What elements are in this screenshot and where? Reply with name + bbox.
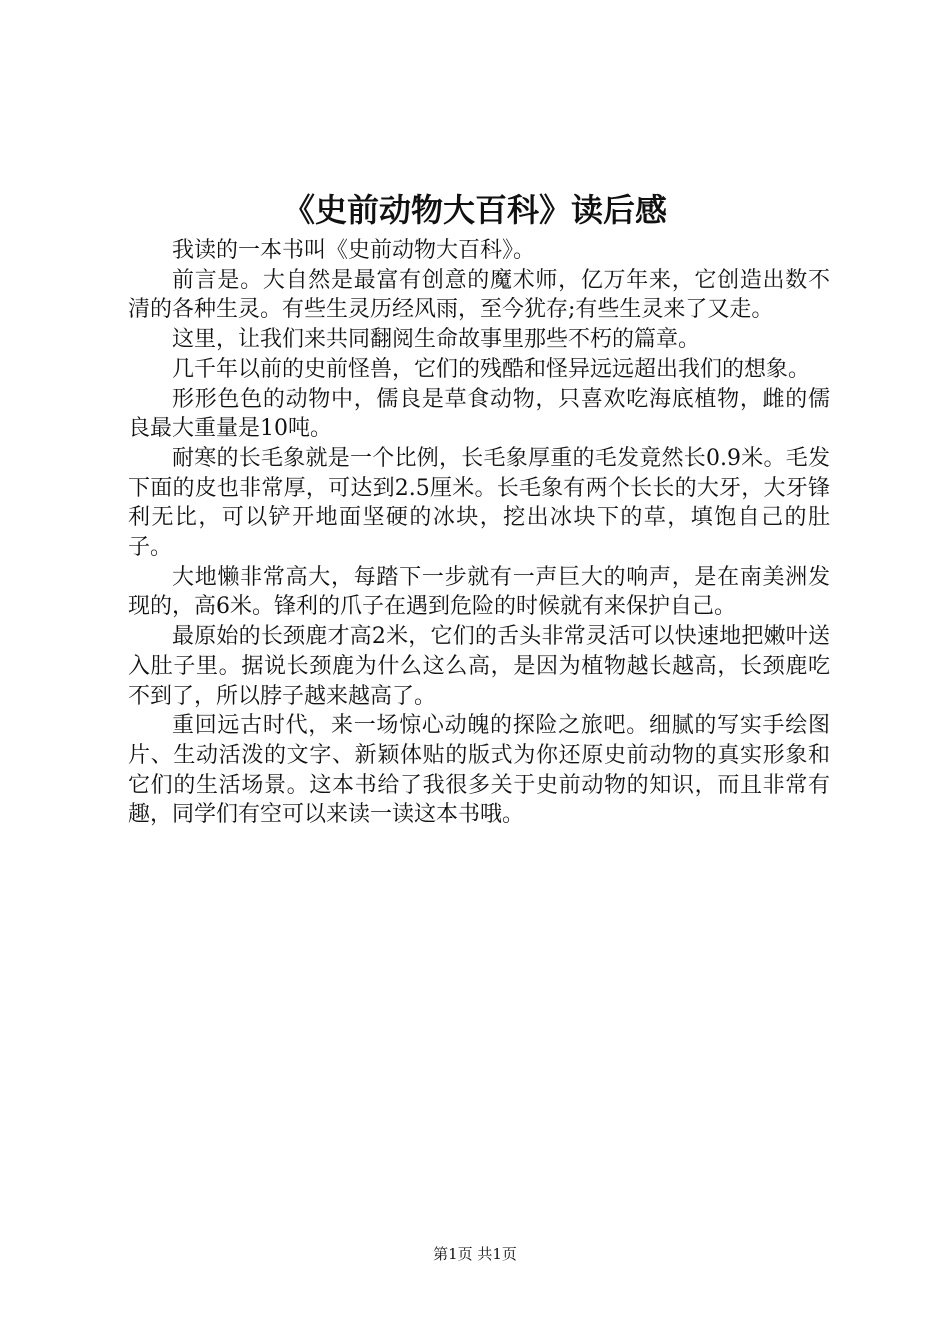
page-number-footer: 第1页 共1页 bbox=[433, 1245, 517, 1263]
paragraph-7: 大地懒非常高大，每踏下一步就有一声巨大的响声，是在南美洲发现的，高6米。锋利的爪子在遇到危险的时候就有来保护自己。 bbox=[128, 564, 830, 620]
document-title: 《史前动物大百科》读后感 bbox=[282, 191, 667, 229]
paragraph-8: 最原始的长颈鹿才高2米，它们的舌头非常灵活可以快速地把嫩叶送入肚子里。据说长颈鹿为什么这么高，是因为植物越长越高，长颈鹿吃不到了，所以脖子越来越高了。 bbox=[128, 624, 830, 709]
paragraph-2: 前言是。大自然是最富有创意的魔术师，亿万年来，它创造出数不清的各种生灵。有些生灵历经风雨，至今犹存;有些生灵来了又走。 bbox=[128, 267, 830, 323]
document-body bbox=[128, 236, 830, 830]
paragraph-9: 重回远古时代，来一场惊心动魄的探险之旅吧。细腻的写实手绘图片、生动活泼的文字、新颖体贴的版式为你还原史前动物的真实形象和它们的生活场景。这本书给了我很多关于史前动物的知识，而且非常有趣，同学们有空可以来读一读这本书哦。 bbox=[128, 713, 830, 828]
paragraph-1: 我读的一本书叫《史前动物大百科》。 bbox=[172, 238, 536, 263]
paragraph-6: 耐寒的长毛象就是一个比例，长毛象厚重的毛发竟然长0.9米。毛发下面的皮也非常厚，可达到2.5厘米。长毛象有两个长长的大牙，大牙锋利无比，可以铲开地面坚硬的冰块，挖出冰块下的草，填饱自己的肚子。 bbox=[128, 445, 830, 561]
paragraph-4: 几千年以前的史前怪兽，它们的残酷和怪异远远超出我们的想象。 bbox=[172, 356, 811, 382]
paragraph-5: 形形色色的动物中，儒良是草食动物，只喜欢吃海底植物，雌的儒良最大重量是10吨。 bbox=[128, 386, 830, 442]
paragraph-3: 这里，让我们来共同翻阅生命故事里那些不朽的篇章。 bbox=[172, 327, 701, 353]
